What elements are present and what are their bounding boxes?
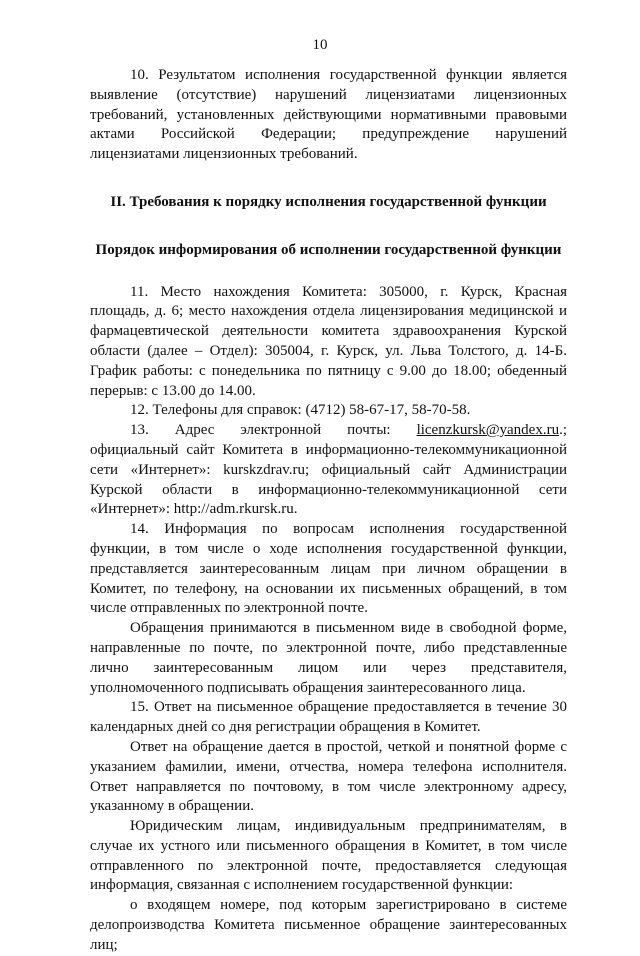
paragraph-13-start: 13. Адрес электронной почты: [130, 422, 417, 439]
section-heading: II. Требования к порядку исполнения государственной функции [110, 193, 547, 210]
paragraph-11: 11. Место нахождения Комитета: 305000, г. Курск, Красная площадь, д. 6; место нахождения отдела лицензирования медицинской и фармацевтической деятельности комитета здравоохранения Курской области (далее – Отдел): 305004, г. Курск, ул. Льва Толстого, д. 14-Б. График работы: с понедельника по пятницу с 9.00 до 18.00; обеденный перерыв: с 13.00 до 14.00. [90, 283, 567, 399]
paragraph-13-end: .; официальный сайт Комитета в информационно-телекоммуникационной сети «Интернет»: kurskzdrav.ru; официальный сайт Администрации Курской области в информационно-телекоммуникационной сети «Интернет»: http://adm.rkursk.ru. [90, 422, 567, 518]
paragraph-15-incoming-number: о входящем номере, под которым зарегистрировано в системе делопроизводства Комитета письменное обращение заинтересованных лиц; [90, 897, 567, 953]
paragraph-12: 12. Телефоны для справок: (4712) 58-67-17, 58-70-58. [130, 402, 471, 419]
paragraph-15-answer: Ответ на обращение дается в простой, четкой и понятной форме с указанием фамилии, имени, отчества, номера телефона исполнителя. Ответ направляется по почтовому, в том числе электронному адресу, указанному в обращении. [90, 738, 567, 815]
paragraph-14: 14. Информация по вопросам исполнения государственной функции, в том числе о ходе исполнения государственной функции, представляется заинтересованным лицам при личном обращении в Комитет, по телефону, на основании их письменных обращений, в том числе отправленных по электронной почте. [90, 521, 567, 617]
paragraph-13 [90, 421, 567, 520]
paragraph-14-requests: Обращения принимаются в письменном виде в свободной форме, направленные по почте, по электронной почте, либо представленные лично заинтересованным лицом или через представителя, уполномоченного подписывать обращения заинтересованного лица. [90, 620, 567, 696]
paragraph-15: 15. Ответ на письменное обращение предоставляется в течение 30 календарных дней со дня регистрации обращения в Комитет. [90, 699, 567, 736]
subsection-heading: Порядок информирования об исполнении государственной функции [95, 241, 562, 258]
page-number: 10 [312, 37, 328, 53]
email-link[interactable]: licenzkursk@yandex.ru [416, 422, 560, 439]
paragraph-15-legal-entities: Юридическим лицам, индивидуальным предпринимателям, в случае их устного или письменного обращения в Комитет, в том числе отправленного по электронной почте, предоставляется следующая информация, связанная с исполнением государственной функции: [90, 818, 567, 894]
document-body [90, 66, 567, 956]
paragraph-10: 10. Результатом исполнения государственной функции является выявление (отсутствие) нарушений лицензиатами лицензионных требований, установленных действующими нормативными правовыми актами Российской Федерации; предупреждение нарушений лицензиатами лицензионных требований. [90, 67, 567, 163]
